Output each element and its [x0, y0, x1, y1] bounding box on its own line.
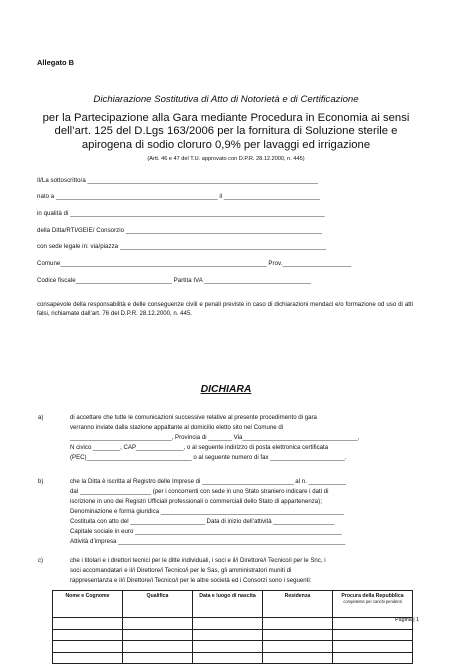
column-header-qualifica: Qualifica — [123, 591, 193, 618]
item-c-line: rappresentanza e il/i Direttore/i Tecnico/i per le altre società ed i Consorzi sono i seguenti: — [70, 577, 312, 584]
item-a-letter: a) — [38, 414, 44, 421]
table-cell[interactable] — [53, 652, 123, 664]
table-cell[interactable] — [123, 641, 193, 653]
item-b-line[interactable]: Attività d’impresa ___________________________________________________________________ — [70, 538, 346, 545]
soci-table — [52, 590, 413, 664]
item-b-line[interactable]: Denominazione e forma giuridica ______________________________________________________ — [70, 508, 344, 515]
column-header-nome: Nome e Cognome — [53, 591, 123, 618]
table-cell[interactable] — [333, 652, 413, 664]
field-comune[interactable]: Comune____________________________________________________________ Prov.____________________ — [37, 260, 352, 267]
field-codice-fiscale[interactable]: Codice fiscale____________________________ Partita IVA _______________________________ — [37, 277, 311, 284]
table-cell[interactable] — [193, 618, 263, 630]
item-b-line[interactable]: dal _____________________ (per i concorrenti con sede in uno Stato straniero indicare i dati di — [70, 488, 329, 495]
item-a-line: verranno inviate dalla stazione appaltante al domicilio eletto sito nel Comune di — [70, 424, 284, 431]
document-title: per la Partecipazione alla Gara mediante Procedura in Economia ai sensi dell’art. 125 del D.Lgs 163/2006 per la fornitura di Soluzione sterile e apirogena di sodio cloruro 0,9% per lavaggi ed irrigazione — [42, 112, 410, 151]
table-header-row — [53, 591, 413, 618]
allegato-label: Allegato B — [37, 58, 75, 67]
document-subtitle: Dichiarazione Sostitutiva di Atto di Notorietà e di Certificazione — [93, 94, 359, 105]
table-cell[interactable] — [193, 641, 263, 653]
field-ditta[interactable]: della Ditta/RTI/GEIE/ Consorzio _________________________________________________________ — [37, 227, 322, 234]
table-row — [53, 618, 413, 630]
item-a-line[interactable]: N civico ________, CAP______________, o al seguente indirizzo di posta elettronica certificata — [70, 444, 329, 451]
item-c-letter: c) — [38, 557, 44, 564]
table-row — [53, 629, 413, 641]
item-a-line[interactable]: (PEC)_______________________________ o al seguente numero di fax ______________________. — [70, 454, 347, 461]
column-header-procura: Procura della Repubblica competente per carichi pendenti — [333, 591, 413, 618]
item-c-line: soci accomandatari e il/i Direttore/i Tecnico/i per le Sas, gli amministratori muniti di — [70, 567, 292, 574]
table-cell[interactable] — [53, 618, 123, 630]
table-cell[interactable] — [263, 652, 333, 664]
legal-reference-note: (Artt. 46 e 47 del T.U. approvato con D.P.R. 28.12.2000, n. 445) — [147, 156, 305, 162]
table-cell[interactable] — [123, 629, 193, 641]
item-c-line: che i titolari e i direttori tecnici per le ditte individuali, i soci e il/i Direttore/i Tecnico/i per le Snc, i — [70, 557, 326, 564]
table-cell[interactable] — [193, 652, 263, 664]
table-cell[interactable] — [123, 618, 193, 630]
item-a-line[interactable]: ______________________________, Provincia di _______ Via__________________________________, — [70, 434, 360, 441]
field-nato-a[interactable]: nato a _______________________________________________ il ____________________________ — [37, 193, 321, 200]
table-cell[interactable] — [333, 641, 413, 653]
consapevole-paragraph: consapevole della responsabilità e delle conseguenze civili e penali previste in caso di dichiarazioni mendaci e/o formazione od uso di atti falsi, richiamate dall’art. 76 del D.P.R. 28.12.2000, n. 445. — [37, 301, 413, 318]
table-cell[interactable] — [263, 629, 333, 641]
table-cell[interactable] — [333, 629, 413, 641]
dichiara-heading: DICHIARA — [200, 384, 252, 395]
item-a-line: di accettare che tutte le comunicazioni successive relative al presente procedimento di gara — [70, 414, 317, 421]
table-cell[interactable] — [53, 629, 123, 641]
table-cell[interactable] — [123, 652, 193, 664]
table-row — [53, 652, 413, 664]
item-b-line: iscrizione in uno dei Registri Ufficiali professionali o commerciali dello Stato di appartenenza); — [70, 498, 322, 505]
item-b-letter: b) — [38, 478, 44, 485]
item-b-line[interactable]: Costituita con atto del ______________________ Data di inizio dell’attività __________________ — [70, 518, 335, 525]
column-header-data-luogo: Data e luogo di nascita — [193, 591, 263, 618]
column-header-residenza: Residenza — [263, 591, 333, 618]
table-row — [53, 641, 413, 653]
field-qualita[interactable]: in qualità di __________________________________________________________________________ — [37, 210, 325, 217]
table-cell[interactable] — [193, 629, 263, 641]
item-b-line[interactable]: che la Ditta è iscritta al Registro delle Imprese di ___________________________ al n. ___________ — [70, 478, 346, 485]
table-cell[interactable] — [53, 641, 123, 653]
field-sede-legale[interactable]: con sede legale in: via/piazza ____________________________________________________________ — [37, 243, 327, 250]
item-b-line[interactable]: Capitale sociale in euro _____________________________________________________________ — [70, 528, 342, 535]
field-sottoscritto[interactable]: Il/La sottoscritto/a ___________________________________________________________________ — [37, 177, 318, 184]
table-cell[interactable] — [263, 618, 333, 630]
page-number: Pagina | 1 — [395, 617, 420, 623]
table-cell[interactable] — [263, 641, 333, 653]
